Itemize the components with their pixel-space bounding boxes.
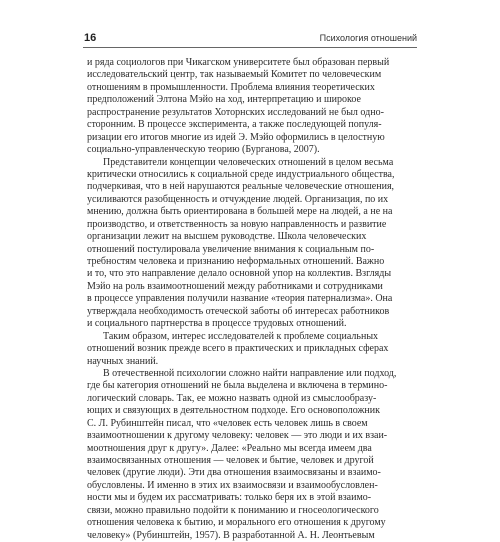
text-line: Таким образом, интерес исследователей к проблеме социальных — [103, 330, 379, 342]
text-line: предположений Элтона Мэйо на ход, интерпретацию и широкое — [87, 94, 361, 106]
header-rule — [83, 47, 417, 48]
text-line: и ряда социологов при Чикагском университете был образован первый — [87, 57, 390, 68]
text-line: отношений возник прежде всего в практических и прикладных сферах — [87, 343, 389, 355]
paragraph-3 — [87, 331, 415, 368]
text-line: производство, и ответственность за новую направленность и развитие — [87, 218, 387, 230]
text-line: Мэйо на роль взаимоотношений между работниками и сотрудниками — [87, 280, 383, 292]
text-line: ризации его итогов многие из идей Э. Мэйо оформились в целостную — [87, 131, 385, 143]
text-line: В отечественной психологии сложно найти направление или подход, — [103, 367, 397, 379]
text-line: научных знаний. — [87, 355, 159, 367]
text-line: социально-управленческую теорию (Бурганова, 2007). — [87, 144, 320, 156]
running-header — [83, 31, 417, 47]
text-line: критически относились к социальной среде индустриального общества, — [87, 168, 395, 180]
text-line: логический словарь. Так, ее можно назвать одной из смыслообразу- — [87, 392, 377, 404]
text-line: и то, что это направление делало основной упор на коллектив. Взгляды — [87, 268, 392, 280]
text-line: подчеркивая, что в ней нарушаются реальные человеческие отношения, — [87, 181, 395, 193]
text-line: человеку» (Рубинштейн, 1957). В разработанной А. Н. Леонтьевым — [87, 529, 375, 541]
page-number: 16 — [84, 32, 97, 44]
text-line: ющих и связующих в деятельностном подходе. Его основоположник — [87, 405, 380, 417]
paragraph-2 — [87, 157, 415, 331]
text-line: утверждала необходимость отеческой заботы об интересах работников — [87, 305, 390, 317]
paragraph-4 — [87, 368, 415, 542]
text-line: отношениям в промышленности. Проблема влияния теоретических — [87, 81, 375, 93]
running-section-title: Психология отношений — [319, 33, 417, 43]
text-line: ности мы и будем их рассматривать: только беря их в этой взаимо- — [87, 492, 372, 504]
text-line: в процессе управления получили название «теория патернализма». Она — [87, 293, 393, 305]
text-line: Представители концепции человеческих отношений в целом весьма — [103, 156, 394, 168]
text-line: взаимоотношении к другому человеку: человек — это люди и их взаи- — [87, 430, 388, 442]
text-line: где бы категория отношений не была выделена и включена в термино- — [87, 380, 388, 392]
text-line: исследовательский центр, так называемый Комитет по человеческим — [87, 69, 382, 81]
text-line: моотношения друг к другу». Далее: «Реально мы всегда имеем два — [87, 442, 372, 454]
text-line: сторонним. В процессе эксперимента, а также последующей популя- — [87, 119, 382, 131]
text-line: обусловлены. И именно в этих их взаимосвязи и взаимообусловлен- — [87, 479, 378, 491]
text-line: распространение результатов Хоторнских исследований не был одно- — [87, 106, 384, 118]
text-line: организации лежит на высшем руководстве. Школа человеческих — [87, 231, 367, 243]
text-line: требностям человека и признанию неформальных отношений. Важно — [87, 256, 385, 267]
text-line: человек (другие люди). Эти два отношения взаимосвязаны и взаимо- — [87, 467, 381, 479]
text-line: мнению, должна быть ориентирована в большей мере на людей, а не на — [87, 206, 393, 218]
paragraph-1 — [87, 57, 415, 157]
text-line: и социального партнерства в процессе трудовых отношений. — [87, 318, 347, 330]
text-line: С. Л. Рубинштейн писал, что «человек есть человек лишь в своем — [87, 417, 368, 429]
text-line: отношения человека к бытию, и морального его отношения к другому — [87, 517, 386, 529]
text-line: усиливаются разобщенность и отчуждение людей. Организация, по их — [87, 193, 389, 205]
text-line: отношений постулировала увеличение внимания к социальным по- — [87, 243, 375, 255]
text-line: связи, можно правильно подойти к пониманию и гносеологического — [87, 504, 379, 516]
text-line: взаимосвязанных отношения — человек и бытие, человек и другой — [87, 455, 374, 466]
body-text — [87, 57, 415, 542]
